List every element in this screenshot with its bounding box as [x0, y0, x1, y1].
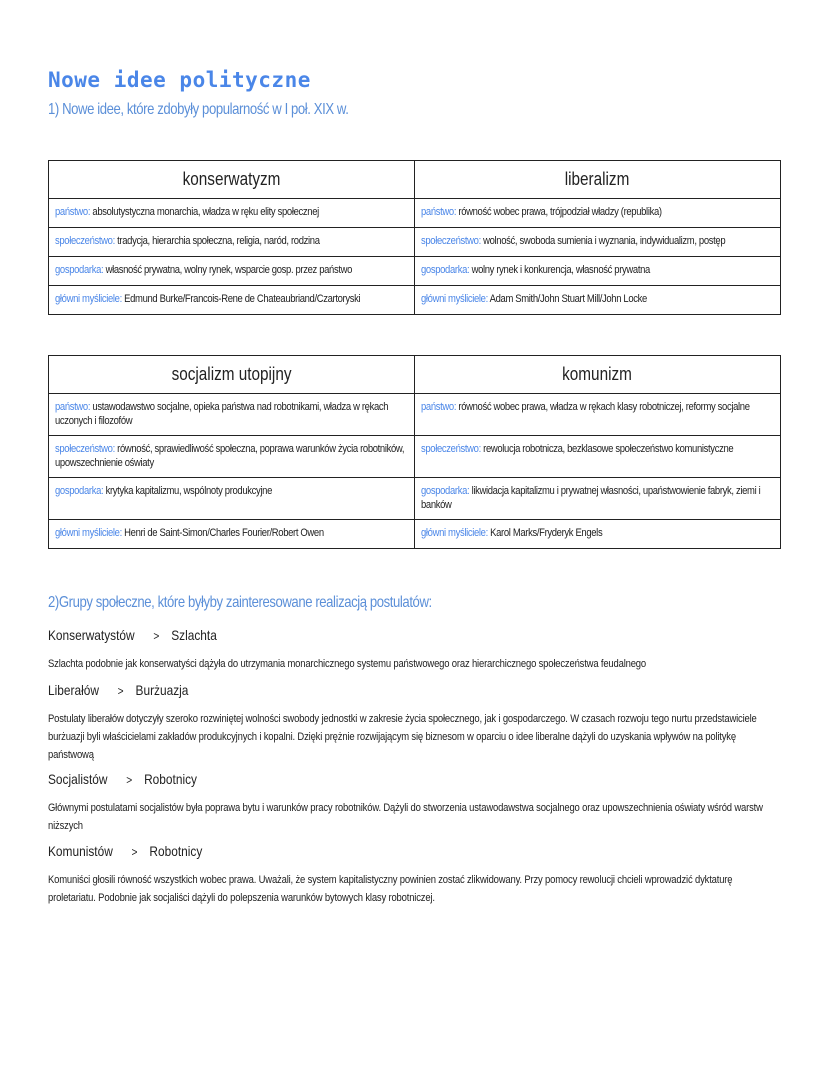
table-cell — [49, 436, 415, 478]
table-row — [49, 394, 781, 436]
cell-value: równość wobec prawa, władza w rękach klasy robotniczej, reformy socjalne — [458, 401, 750, 413]
social-group-name: Robotnicy — [149, 843, 203, 859]
group-description-liberals: Postulaty liberałów dotyczyły szeroko rozwiniętej wolności swobody jednostki w zakresie życia społecznego, jak i gospodarczego. W czasach rozwoju tego nurtu przedstawiciele burżuazji byli właścicielami zakładów produkcyjnych i kopalni. Dzięki prężnie rozwijającym się biznesom w oparciu o idee liberalne dążyli do uzyskania wpływów na politykę państwową — [48, 713, 757, 761]
cell-label: główni myśliciele: — [55, 527, 122, 539]
cell-label: gospodarka: — [55, 485, 104, 497]
ideology-name: Socjalistów — [48, 771, 108, 787]
group-heading-conservatives — [48, 627, 217, 643]
table-row — [49, 199, 781, 228]
ideologies-table-2 — [48, 355, 781, 549]
table-header-row — [49, 356, 781, 394]
document-title: Nowe idee polityczne — [48, 68, 311, 92]
table-row — [49, 257, 781, 286]
social-group-name: Burżuazja — [135, 682, 189, 698]
cell-label: gospodarka: — [421, 485, 470, 497]
cell-value: rewolucja robotnicza, bezklasowe społeczeństwo komunistyczne — [483, 443, 734, 455]
column-heading-communism: komunizm — [415, 356, 781, 394]
cell-label: państwo: — [421, 206, 457, 218]
cell-label: gospodarka: — [421, 264, 470, 276]
table-cell — [49, 286, 415, 315]
table-cell — [415, 199, 781, 228]
cell-value: własność prywatna, wolny rynek, wsparcie gosp. przez państwo — [105, 264, 353, 276]
table-cell — [415, 394, 781, 436]
table-header-row — [49, 161, 781, 199]
ideology-name: Konserwatystów — [48, 627, 135, 643]
ideology-name: Komunistów — [48, 843, 113, 859]
cell-label: państwo: — [55, 206, 91, 218]
cell-label: gospodarka: — [55, 264, 104, 276]
table-row — [49, 436, 781, 478]
arrow-icon: > — [126, 773, 133, 787]
table-cell — [49, 520, 415, 549]
cell-label: główni myśliciele: — [421, 527, 488, 539]
cell-label: państwo: — [55, 401, 91, 413]
cell-value: krytyka kapitalizmu, wspólnoty produkcyjne — [105, 485, 273, 497]
column-heading-utopian-socialism: socjalizm utopijny — [49, 356, 415, 394]
cell-value: Edmund Burke/Francois-Rene de Chateaubriand/Czartoryski — [124, 293, 361, 305]
section-2-heading: 2)Grupy społeczne, które byłyby zainteresowane realizacją postulatów: — [48, 594, 432, 611]
table-cell — [415, 436, 781, 478]
table-cell — [49, 394, 415, 436]
table-cell — [415, 478, 781, 520]
table-cell — [415, 228, 781, 257]
cell-label: społeczeństwo: — [421, 235, 481, 247]
table-cell — [415, 286, 781, 315]
group-heading-socialists — [48, 771, 197, 787]
group-heading-communists — [48, 843, 202, 859]
table-row — [49, 520, 781, 549]
cell-value: likwidacja kapitalizmu i prywatnej własności, upaństwowienie fabryk, ziemi i banków — [421, 485, 761, 511]
ideology-name: Liberałów — [48, 682, 99, 698]
column-heading-conservatism: konserwatyzm — [49, 161, 415, 199]
cell-label: społeczeństwo: — [421, 443, 481, 455]
ideologies-table-1 — [48, 160, 781, 315]
cell-label: państwo: — [421, 401, 457, 413]
group-heading-liberals — [48, 682, 188, 698]
cell-value: równość, sprawiedliwość społeczna, poprawa warunków życia robotników, upowszechnienie oświaty — [55, 443, 405, 469]
table-row — [49, 228, 781, 257]
cell-value: Karol Marks/Fryderyk Engels — [490, 527, 603, 539]
cell-label: główni myśliciele: — [421, 293, 488, 305]
arrow-icon: > — [117, 684, 124, 698]
arrow-icon: > — [153, 629, 160, 643]
cell-label: społeczeństwo: — [55, 235, 115, 247]
social-group-name: Szlachta — [171, 627, 217, 643]
cell-value: Henri de Saint-Simon/Charles Fourier/Robert Owen — [124, 527, 324, 539]
table-cell — [49, 478, 415, 520]
arrow-icon: > — [131, 845, 138, 859]
cell-value: ustawodawstwo socjalne, opieka państwa nad robotnikami, władza w rękach uczonych i filozofów — [55, 401, 389, 427]
table-row — [49, 286, 781, 315]
group-description-conservatives: Szlachta podobnie jak konserwatyści dążyła do utrzymania monarchicznego systemu państwowego oraz hierarchicznego społeczeństwa feudalnego — [48, 658, 646, 670]
table-cell — [49, 257, 415, 286]
cell-label: społeczeństwo: — [55, 443, 115, 455]
cell-value: wolność, swoboda sumienia i wyznania, indywidualizm, postęp — [483, 235, 726, 247]
cell-value: absolutystyczna monarchia, władza w ręku elity społecznej — [92, 206, 319, 218]
table-cell — [415, 520, 781, 549]
social-group-name: Robotnicy — [144, 771, 198, 787]
table-cell — [415, 257, 781, 286]
cell-value: równość wobec prawa, trójpodział władzy (republika) — [458, 206, 662, 218]
cell-value: Adam Smith/John Stuart Mill/John Locke — [489, 293, 647, 305]
table-cell — [49, 199, 415, 228]
cell-label: główni myśliciele: — [55, 293, 122, 305]
table-row — [49, 478, 781, 520]
column-heading-liberalism: liberalizm — [415, 161, 781, 199]
cell-value: tradycja, hierarchia społeczna, religia, naród, rodzina — [117, 235, 320, 247]
cell-value: wolny rynek i konkurencja, własność prywatna — [471, 264, 650, 276]
group-description-socialists: Głównymi postulatami socjalistów była poprawa bytu i warunków pracy robotników. Dążyli do stworzenia ustawodawstwa socjalnego oraz upowszechnienia oświaty wśród warstw niższych — [48, 802, 763, 832]
table-cell — [49, 228, 415, 257]
group-description-communists: Komuniści głosili równość wszystkich wobec prawa. Uważali, że system kapitalistyczny powinien zostać zlikwidowany. Przy pomocy rewolucji chcieli wprowadzić dyktaturę proletariatu. Podobnie jak socjaliści dążyli do polepszenia warunków bytowych klasy robotniczej. — [48, 874, 733, 904]
section-1-heading: 1) Nowe idee, które zdobyły popularność w I poł. XIX w. — [48, 101, 349, 118]
